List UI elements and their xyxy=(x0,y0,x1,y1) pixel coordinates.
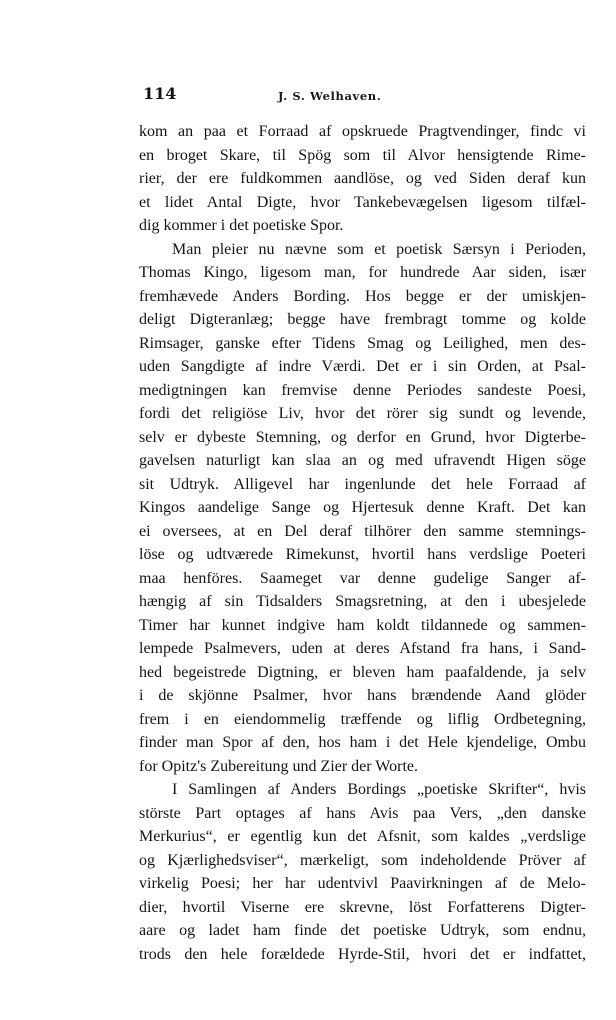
text-line: Man pleier nu nævne som et poetisk Særsyn i Perioden, xyxy=(172,240,586,258)
text-line: dier, hvortil Viserne ere skrevne, löst Forfatterens Digter- xyxy=(139,898,586,916)
text-line: löse og udtværede Rimekunst, hvortil hans verdslige Poeteri xyxy=(139,546,586,563)
text-line: I Samlingen af Anders Bordings „poetiske Skrifter“, hvis xyxy=(172,781,586,798)
text-line: gavelsen naturligt kan slaa an og med ufravendt Higen söge xyxy=(139,452,586,469)
text-line: hed begeistrede Digtning, er bleven ham paafaldende, ja selv xyxy=(139,663,586,681)
page-header xyxy=(133,84,583,108)
text-line: Merkurius“, er egentlig kun det Afsnit, som kaldes „verdslige xyxy=(139,828,586,845)
text-line: maa henföres. Saameget var denne gudelige Sanger af- xyxy=(139,569,586,587)
text-line: störste Part optages af hans Avis paa Vers, „den danske xyxy=(139,804,586,822)
text-line: dig kommer i det poetiske Spor. xyxy=(139,217,344,234)
text-line: rier, der ere fuldkommen aandlöse, og ved Siden deraf kun xyxy=(139,170,586,187)
page-number: 114 xyxy=(143,84,177,103)
text-line: og Kjærlighedsviser“, mærkeligt, som indeholdende Pröver af xyxy=(139,851,586,869)
text-line: lempede Psalmevers, uden at deres Afstand fra hans, i Sand- xyxy=(139,640,586,657)
text-line: deligt Digteranlæg; begge have frembragt tomme og kolde xyxy=(139,311,586,328)
text-line: et lidet Antal Digte, hvor Tankebevægelsen ligesom tilfæl- xyxy=(139,193,586,211)
text-line: selv er dybeste Stemning, og derfor en Grund, hvor Digterbe- xyxy=(139,428,586,446)
text-line: Thomas Kingo, ligesom man, for hundrede Aar siden, især xyxy=(139,264,586,281)
text-line: Kingos aandelige Sange og Hjertesuk denne Kraft. Det kan xyxy=(139,499,586,516)
text-line: for Opitz's Zubereitung und Zier der Worte. xyxy=(139,757,418,775)
text-line: en broget Skare, til Spög som til Alvor hensigtende Rime- xyxy=(139,146,586,164)
text-line: Rimsager, ganske efter Tidens Smag og Leilighed, men des- xyxy=(139,334,586,352)
text-line: aare og ladet ham finde det poetiske Udtryk, som endnu, xyxy=(139,922,586,939)
text-line: finder man Spor af den, hos ham i det Hele kjendelige, Ombu xyxy=(139,734,586,751)
text-line: medigtningen kan fremvise denne Periodes sandeste Poesi, xyxy=(139,381,586,399)
text-line: sit Udtryk. Alligevel har ingenlunde det hele Forraad af xyxy=(139,475,586,493)
text-line: uden Sangdigte af indre Værdi. Det er i sin Orden, at Psal- xyxy=(139,358,586,375)
text-line: trods den hele forældede Hyrde-Stil, hvori det er indfattet, xyxy=(139,945,586,963)
text-line: frem i en eiendommelig træffende og liflig Ordbetegning, xyxy=(139,710,586,728)
body-text xyxy=(139,120,586,966)
text-line: kom an paa et Forraad af opskruede Pragtvendinger, findc vi xyxy=(139,123,586,140)
text-line: Timer har kunnet indgive ham koldt tildannede og sammen- xyxy=(139,616,586,634)
text-line: fordi det religiöse Liv, hvor det rörer sig sundt og levende, xyxy=(139,405,586,422)
running-head: J. S. Welhaven. xyxy=(278,89,382,103)
text-line: i de skjönne Psalmer, hvor hans brændende Aand glöder xyxy=(139,687,586,704)
text-line: virkelig Poesi; her har udentvivl Paavirkningen af de Melo- xyxy=(139,875,586,892)
text-line: fremhævede Anders Bording. Hos begge er der umiskjen- xyxy=(139,287,586,305)
text-line: hængig af sin Tidsalders Smagsretning, at den i ubesjelede xyxy=(139,593,586,610)
text-line: ei oversees, at en Del deraf tilhörer den samme stemnings- xyxy=(139,522,586,540)
